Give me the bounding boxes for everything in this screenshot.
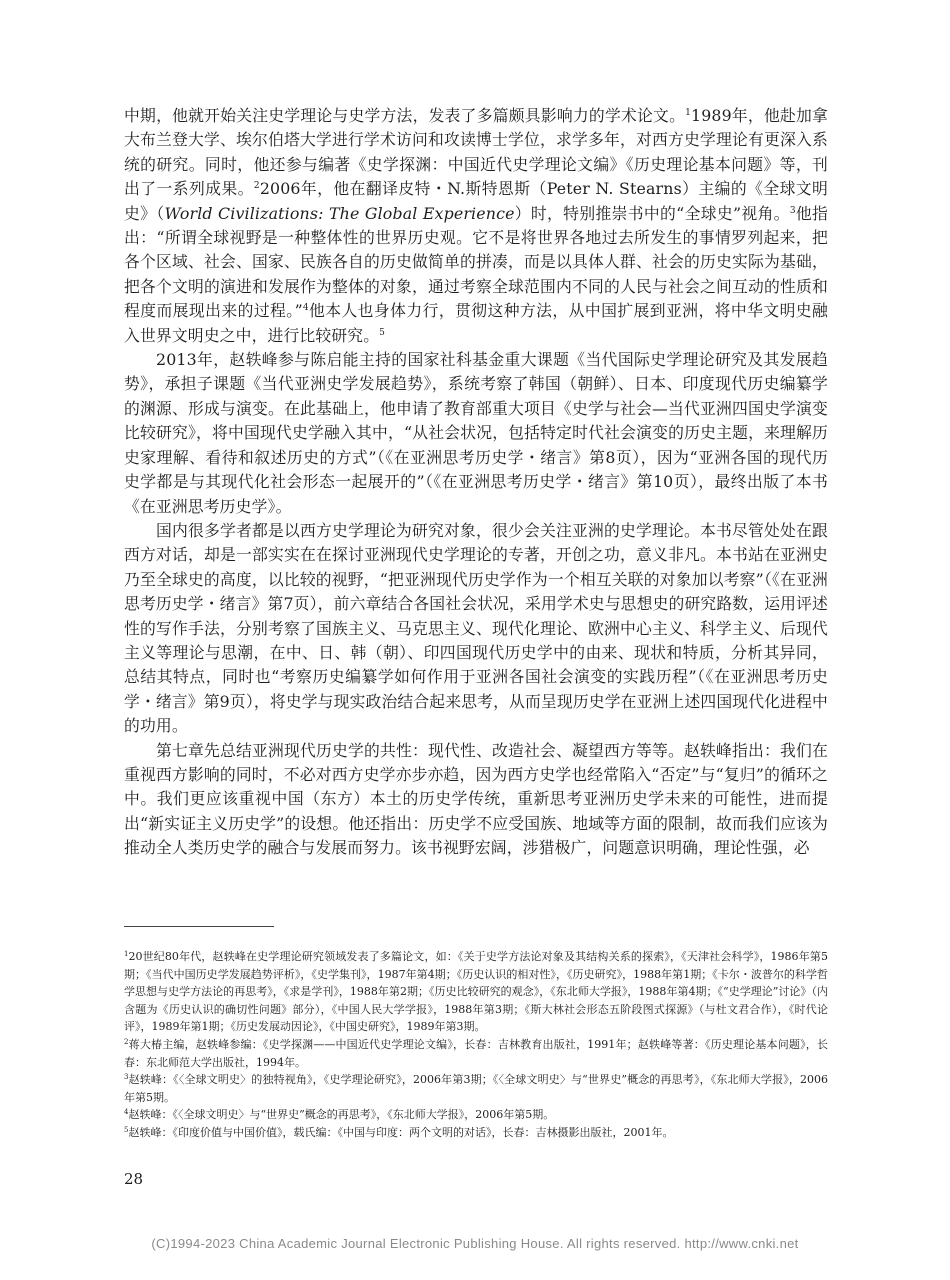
footnote-number: 5	[124, 1125, 129, 1134]
footnotes	[124, 948, 828, 1142]
footnote-ref-1[interactable]: 1	[685, 108, 691, 118]
footnote-text: 赵轶峰：《〈全球文明史〉的独特视角》，《史学理论研究》，2006年第3期；《〈全球文明史〉与“世界史”概念的再思考》，《东北师大学报》，2006年第5期。	[124, 1073, 828, 1104]
page-number: 28	[124, 1170, 144, 1188]
paragraph-2: 2013年，赵轶峰参与陈启能主持的国家社科基金重大课题《当代国际史学理论研究及其发展趋势》，承担子课题《当代亚洲史学发展趋势》，系统考察了韩国（朝鲜）、日本、印度现代历史编纂学的渊源、形成与演变。在此基础上，他申请了教育部重大项目《史学与社会—当代亚洲四国史学演变比较研究》，将中国现代史学融入其中，“从社会状况，包括特定时代社会演变的历史主题，来理解历史家理解、看待和叙述历史的方式”（《在亚洲思考历史学・绪言》第8页），因为“亚洲各国的现代历史学都是与其现代化社会形态一起展开的”（《在亚洲思考历史学・绪言》第10页），最终出版了本书《在亚洲思考历史学》。	[124, 350, 828, 516]
article-body	[124, 104, 828, 861]
footnote-text: 20世纪80年代，赵轶峰在史学理论研究领域发表了多篇论文，如：《关于史学方法论对象及其结构关系的探索》，《天津社会科学》，1986年第5期；《当代中国历史学发展趋势评析》，《史学集刊》，1987年第4期；《历史认识的相对性》，《历史研究》，1988年第1期；《卡尔・波普尔的科学哲学思想与史学方法论的再思考》，《求是学刊》，1988年第2期；《历史比较研究的观念》，《东北师大学报》，1988年第4期；《“史学理论”讨论》（内含题为《历史认识的确切性问题》部分），《中国人民大学学报》，1988年第3期；《斯大林社会形态五阶段图式探源》（与杜文君合作），《时代论评》，1989年第1期；《历史发展动因论》，《中国史研究》，1989年第3期。	[124, 950, 828, 1034]
footnote-text: 蒋大椿主编，赵轶峰参编：《史学探渊——中国近代史学理论文编》，长春：吉林教育出版社，1991年；赵轶峰等著：《历史理论基本问题》，长春：东北师范大学出版社，1994年。	[124, 1037, 828, 1069]
text-run: 2006年，他在翻译皮特・N.斯特恩斯（Peter N. Stearns）主编的《全球文明史》（	[124, 179, 828, 223]
text-run: 1989年，他赴加拿大布兰登大学、埃尔伯塔大学进行学术访问和攻读博士学位，求学多年，对西方史学理论有更深入系统的研究。同时，他还参与编著《史学探渊：中国近代史学理论文编》《历史理论基本问题》等，刊出了一系列成果。	[124, 106, 828, 199]
footnote-5	[124, 1124, 828, 1142]
footnote-3	[124, 1071, 828, 1106]
footnote-number: 3	[124, 1073, 129, 1082]
footnote-2	[124, 1036, 828, 1071]
footnote-ref-3[interactable]: 3	[789, 205, 796, 216]
paragraph-3: 国内很多学者都是以西方史学理论为研究对象，很少会关注亚洲的史学理论。本书尽管处处在跟西方对话，却是一部实实在在探讨亚洲现代史学理论的专著，开创之功，意义非凡。本书站在亚洲史乃至全球史的高度，以比较的视野，“把亚洲现代历史学作为一个相互关联的对象加以考察”（《在亚洲思考历史学・绪言》第7页），前六章结合各国社会状况，采用学术史与思想史的研究路数，运用评述性的写作手法，分别考察了国族主义、马克思主义、现代化理论、欧洲中心主义、科学主义、后现代主义等理论与思潮，在中、日、韩（朝）、印四国现代历史学中的由来、现状和特质，分析其异同，总结其特点，同时也“考察历史编纂学如何作用于亚洲各国社会演变的实践历程”（《在亚洲思考历史学・绪言》第9页），将史学与现实政治结合起来思考，从而呈现历史学在亚洲上述四国现代化进程中的功用。	[124, 520, 828, 736]
text-run: ）时，特别推崇书中的“全球史”视角。	[514, 203, 790, 223]
paragraph-1	[124, 104, 828, 348]
footnote-text: 赵轶峰：《〈全球文明史〉与“世界史”概念的再思考》，《东北师大学报》，2006年第5期。	[128, 1108, 555, 1122]
footnote-4	[124, 1106, 828, 1124]
footnote-number: 1	[124, 950, 129, 958]
footnote-number: 4	[124, 1108, 129, 1117]
footnote-ref-2[interactable]: 2	[253, 181, 260, 192]
footnote-1	[124, 948, 828, 1036]
footnote-number: 2	[124, 1037, 129, 1046]
book-title-italic: World Civilizations: The Global Experience	[164, 203, 515, 223]
footnote-text: 赵轶峰：《印度价值与中国价值》，载氏编：《中国与印度：两个文明的对话》，长春：吉林摄影出版社，2001年。	[128, 1125, 674, 1139]
text-run: 他指出：“所谓全球视野是一种整体性的世界历史观。它不是将世界各地过去所发生的事情罗列起来，把各个区域、社会、国家、民族各自的历史做简单的拼凑，而是以具体人群、社会的历史实际为基础，把各个文明的演进和发展作为整体的对象，通过考察全球范围内不同的人民与社会之间互动的性质和程度而展现出来的过程。”	[124, 203, 828, 321]
footnote-ref-4[interactable]: 4	[302, 303, 309, 314]
footnote-divider	[124, 926, 274, 927]
footnote-ref-5[interactable]: 5	[379, 327, 386, 338]
text-run: 中期，他就开始关注史学理论与史学方法，发表了多篇颇具影响力的学术论文。	[124, 106, 686, 125]
text-run: 他本人也身体力行，贯彻这种方法，从中国扩展到亚洲，将中华文明史融入世界文明史之中，进行比较研究。	[124, 301, 828, 345]
paragraph-4: 第七章先总结亚洲现代历史学的共性：现代性、改造社会、凝望西方等等。赵轶峰指出：我们在重视西方影响的同时，不必对西方史学亦步亦趋，因为西方史学也经常陷入“否定”与“复归”的循环之中。我们更应该重视中国（东方）本土的历史学传统，重新思考亚洲历史学未来的可能性，进而提出“新实证主义历史学”的设想。他还指出：历史学不应受国族、地域等方面的限制，故而我们应该为推动全人类历史学的融合与发展而努力。该书视野宏阔，涉猎极广，问题意识明确，理论性强，必	[124, 740, 828, 858]
copyright-notice: (C)1994-2023 China Academic Journal Electronic Publishing House. All rights reserved. http://www.cnki.net	[151, 1236, 799, 1251]
